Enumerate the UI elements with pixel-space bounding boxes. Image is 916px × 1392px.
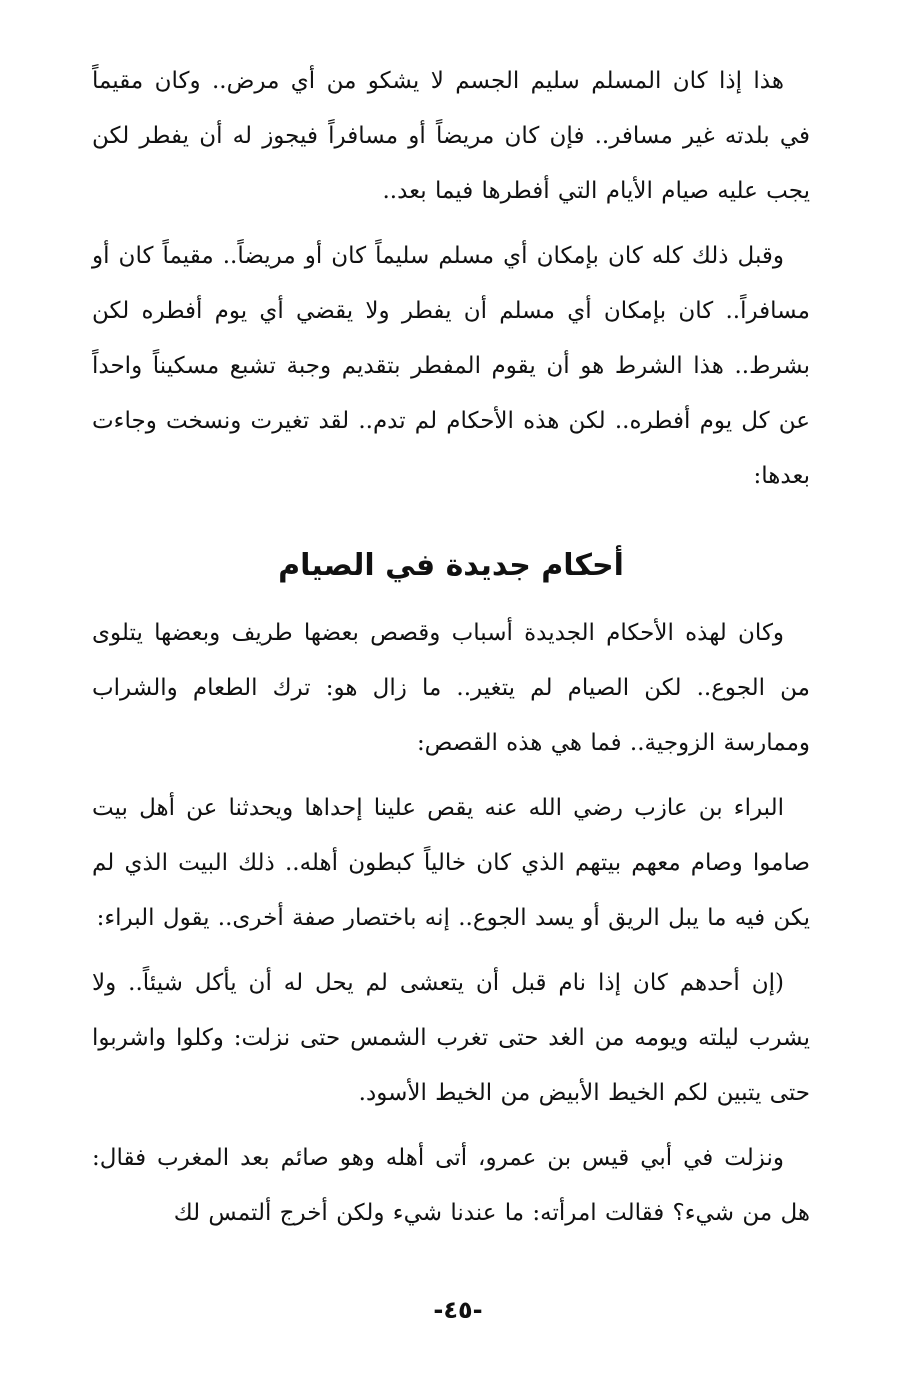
- paragraph-earlier-ruling: وقبل ذلك كله كان بإمكان أي مسلم سليماً كان أو مريضاً.. مقيماً كان أو مسافراً.. كان بإمكان أي مسلم أن يفطر ولا يقضي أي يوم أفطره لكن بشرط.. هذا الشرط هو أن يقوم المفطر بتقديم وجبة تشبع مسكيناً واحداً عن كل يوم أفطره.. لكن هذه الأحكام لم تدم.. لقد تغيرت ونسخت وجاءت بعدها:: [92, 243, 810, 489]
- paragraph-bara-story: البراء بن عازب رضي الله عنه يقص علينا إحداها ويحدثنا عن أهل بيت صاموا وصام معهم بيتهم الذي كان خالياً كبطون أهله.. ذلك البيت الذي لم يكن فيه ما يبل الريق أو يسد الجوع.. إنه باختصار صفة أخرى.. يقول البراء:: [92, 795, 810, 931]
- paragraph-healthy-resident: هذا إذا كان المسلم سليم الجسم لا يشكو من أي مرض.. وكان مقيماً في بلدته غير مسافر.. فإن كان مريضاً أو مسافراً فيجوز له أن يفطر لكن يجب عليه صيام الأيام التي أفطرها فيما بعد..: [92, 68, 810, 204]
- paragraph-abu-qais: ونزلت في أبي قيس بن عمرو، أتى أهله وهو صائم بعد المغرب فقال: هل من شيء؟ فقالت امرأته: ما عندنا شيء ولكن أخرج ألتمس لك: [92, 1145, 810, 1226]
- paragraph-new-rulings-intro: وكان لهذه الأحكام الجديدة أسباب وقصص بعضها طريف وبعضها يتلوى من الجوع.. لكن الصيام لم يتغير.. ما زال هو: ترك الطعام والشراب وممارسة الزوجية.. فما هي هذه القصص:: [92, 620, 810, 756]
- paragraph-bara-quote: (إن أحدهم كان إذا نام قبل أن يتعشى لم يحل له أن يأكل شيئاً.. ولا يشرب ليلته ويومه من الغد حتى تغرب الشمس حتى نزلت: وكلوا واشربوا حتى يتبين لكم الخيط الأبيض من الخيط الأسود.: [92, 970, 810, 1106]
- section-heading: أحكام جديدة في الصيام: [278, 548, 624, 583]
- page-body: [92, 54, 810, 1241]
- page-number: -٤٥-: [433, 1296, 483, 1324]
